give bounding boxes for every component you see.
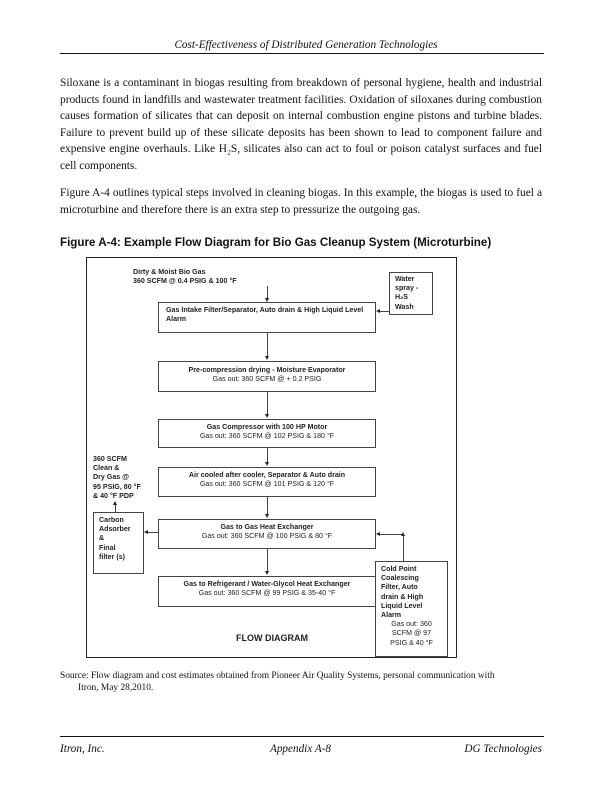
connector (403, 536, 404, 561)
carbon-adsorber-final-filter-box (93, 512, 144, 574)
output-line: 95 PSIG, 80 °F (93, 482, 141, 491)
carbon-line: Adsorber (99, 525, 131, 534)
cold-point-line: Liquid Level (381, 601, 423, 610)
water-line: Water (395, 275, 415, 283)
step-title: Gas to Refrigerant / Water-Glycol Heat Exchanger (183, 580, 351, 588)
step-title: Air cooled after cooler, Separator & Auto drain (188, 471, 346, 479)
step-detail: Gas out: 360 SCFM @ + 0.2 PSIG (212, 375, 322, 384)
step-title: Gas Compressor with 100 HP Motor (206, 423, 328, 431)
output-line: & 40 °F PDP (93, 491, 134, 500)
step-detail: Gas out: 360 SCFM @ 102 PSIG & 180 °F (199, 432, 335, 441)
output-line: 360 SCFM (93, 455, 127, 463)
carbon-line: Carbon (99, 516, 124, 524)
footer-page-number: Appendix A-8 (270, 743, 331, 755)
arrow-up-icon (113, 501, 117, 505)
footer-section: DG Technologies (464, 743, 542, 755)
arrow-left-icon (376, 532, 380, 536)
step-detail: Gas out: 360 SCFM @ 99 PSIG & 35-40 °F (198, 589, 336, 598)
carbon-line: filter (s) (99, 552, 126, 561)
connector (267, 497, 268, 515)
cold-point-line: Cold Point (381, 565, 417, 573)
figure-caption: Figure A-4: Example Flow Diagram for Bio Gas Cleanup System (Microturbine) (60, 236, 492, 249)
cold-point-line: Alarm (381, 611, 402, 620)
output-line: Dry Gas @ (93, 473, 130, 482)
arrow-down-icon (265, 571, 269, 575)
connector (267, 448, 268, 463)
water-spray-h2s-wash-box (389, 272, 433, 315)
step-detail: Gas out: 360 SCFM @ 101 PSIG & 120 °F (199, 480, 335, 489)
cold-point-detail: SCFM @ 97 (391, 629, 432, 638)
water-line: spray - (395, 284, 419, 293)
connector (115, 505, 116, 512)
cold-point-line: Filter, Auto (381, 583, 418, 592)
input-gas-line2: 360 SCFM @ 0.4 PSIG & 100 °F (133, 277, 237, 286)
arrow-left-icon (144, 530, 148, 534)
step-title: Pre-compression drying - Moisture Evaporator (188, 366, 346, 374)
cold-point-detail: Gas out: 360 (391, 620, 432, 629)
paragraph-figure-intro: Figure A-4 outlines typical steps involved in cleaning biogas. In this example, the biogas is used to fuel a microturbine and therefore there is an extra step to pressurize the outgoing gas. (60, 187, 542, 216)
source-line2: Itron, May 28,2010. (78, 683, 154, 693)
connector (148, 532, 158, 533)
paragraph-siloxane: Siloxane is a contaminant in biogas resulting from breakdown of personal hygiene, health and industrial products found in landfills and wastewater treatment facilities. Oxidation of siloxanes during combustion causes formation of silicates that can deposit on internal combustion engine pistons and turbine blades. Failure to prevent build up of these silicate deposits has been shown to lead to component failure and expensive engine overhauls. Like H₂S, silicates also can act to foul or poison catalyst surfaces and fuel cell components. (60, 77, 542, 172)
input-gas-line1: Dirty & Moist Bio Gas (133, 268, 206, 276)
footer-rule (60, 736, 544, 737)
arrow-down-icon (265, 356, 269, 360)
step-pre-compression-drying (158, 361, 376, 392)
output-line: Clean & (93, 464, 120, 473)
footer-organization: Itron, Inc. (60, 743, 105, 755)
cold-point-coalescing-filter-box (375, 561, 448, 657)
connector (380, 534, 403, 535)
step-title: Gas to Gas Heat Exchanger (220, 523, 314, 531)
cold-point-line: Coalescing (381, 574, 419, 583)
carbon-line: Final (99, 543, 116, 552)
source-line1: Source: Flow diagram and cost estimates obtained from Pioneer Air Quality Systems, personal communication with (60, 671, 495, 681)
water-line: Wash (395, 302, 414, 311)
running-header: Cost-Effectiveness of Distributed Generation Technologies (174, 39, 438, 51)
carbon-line: & (99, 534, 105, 543)
arrow-left-icon (376, 309, 380, 313)
arrow-down-icon (265, 514, 269, 518)
step-detail: Gas out: 360 SCFM @ 100 PSIG & 80 °F (201, 532, 333, 541)
connector (267, 392, 268, 415)
step-refrigerant-heat-exchanger (158, 576, 376, 607)
arrow-down-icon (265, 414, 269, 418)
clean-gas-output-label (93, 455, 141, 501)
connector (267, 549, 268, 572)
diagram-title: FLOW DIAGRAM (236, 633, 308, 643)
cold-point-detail: PSIG & 40 °F (390, 638, 433, 647)
step-air-cooled-aftercooler (158, 467, 376, 497)
step-gas-compressor (158, 419, 376, 448)
cold-point-line: drain & High (381, 592, 424, 601)
step-gas-intake-filter (158, 302, 376, 333)
input-gas-label (133, 268, 237, 286)
step-gas-to-gas-heat-exchanger (158, 519, 376, 549)
connector (380, 311, 389, 312)
water-line: H₂S (395, 293, 409, 302)
header-rule (60, 53, 544, 54)
arrow-down-icon (265, 462, 269, 466)
connector (267, 333, 268, 357)
step-title: Gas Intake Filter/Separator, Auto drain & High Liquid Level Alarm (166, 306, 364, 324)
figure-source (60, 670, 544, 694)
